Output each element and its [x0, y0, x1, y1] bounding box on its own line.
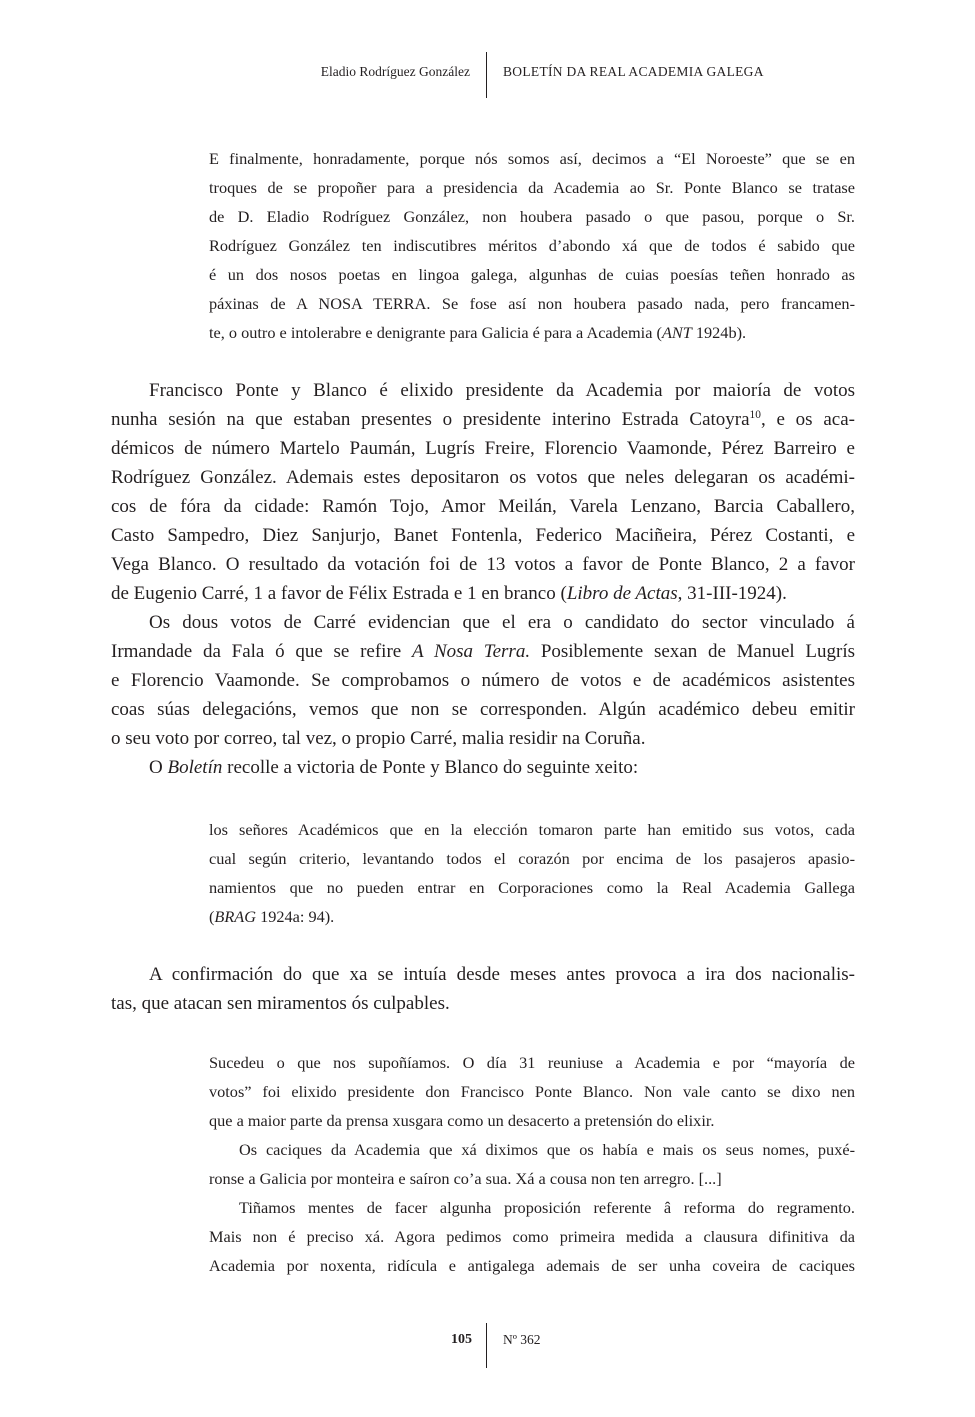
text-line: troques de se propoñer para a presidencia da Academia ao Sr. Ponte Blanco se tratase	[209, 178, 855, 197]
text-segment: 1924b).	[691, 323, 747, 342]
block-quote-3	[209, 1048, 855, 1280]
text-line: Os dous votos de Carré evidencian que el era o candidato do sector vinculado á	[149, 612, 855, 633]
text-segment: recolle a victoria de Ponte y Blanco do seguinte xeito:	[222, 757, 639, 778]
body-text-2	[111, 960, 855, 1018]
text-line: los señores Académicos que en la elección tomaron parte han emitido sus votos, cada	[209, 820, 855, 839]
text-line	[209, 318, 855, 347]
text-segment: Posiblemente sexan de Manuel Lugrís	[530, 641, 856, 662]
footnote-ref: 10	[749, 409, 761, 422]
text-line: namientos que no pueden entrar en Corporaciones como la Real Academia Gallega	[209, 878, 855, 897]
text-line: cual según criterio, levantando todos el corazón por encima de los pasajeros apasio-	[209, 849, 855, 868]
text-line: Mais non é preciso xá. Agora pedimos como primeira medida a clausura difinitiva da	[209, 1227, 855, 1246]
italic-text: A Nosa Terra.	[411, 641, 531, 662]
page-number: 105	[451, 1332, 472, 1347]
italic-text: Libro de Actas	[566, 583, 678, 604]
text-line: coas súas delegacións, vemos que non se corresponden. Algún académico debeu emitir	[111, 699, 855, 720]
block-quote-1	[209, 144, 855, 347]
text-line: A confirmación do que xa se intuía desde meses antes provoca a ira dos nacionalis-	[149, 964, 855, 985]
text-line: Academia por noxenta, ridícula e antigalega ademais de ser unha coveira de caciques	[209, 1256, 855, 1275]
text-line: tas, que atacan sen miramentos ós culpables.	[111, 993, 450, 1014]
text-line: ronse a Galicia por monteira e saíron co’a sua. Xá a cousa non ten arregro. [...]	[209, 1169, 722, 1188]
text-line: que a maior parte da prensa xusgara como un desacerto a pretensión do elixir.	[209, 1111, 715, 1130]
text-line: o seu voto por correo, tal vez, o propio Carré, malia residir na Coruña.	[111, 728, 646, 749]
paragraph	[111, 960, 855, 1018]
text-line: e Florencio Vaamonde. Se comprobamos o número de votos e de académicos asistentes	[111, 670, 855, 691]
text-line: páxinas de A NOSA TERRA. Se fose así non houbera pasado nada, pero francamen-	[209, 294, 855, 313]
paragraph	[209, 144, 855, 347]
text-line: votos” foi elixido presidente don Francisco Ponte Blanco. Non vale canto se dixo nen	[209, 1082, 855, 1101]
text-line: Casto Sampedro, Diez Sanjurjo, Banet Fontenla, Federico Maciñeira, Pérez Costanti, e	[111, 525, 855, 546]
text-line: démicos de número Martelo Paumán, Lugrís Freire, Florencio Vaamonde, Pérez Barreiro e	[111, 438, 855, 459]
running-header-author: Eladio Rodríguez González	[320, 64, 470, 79]
italic-text: BRAG	[214, 907, 257, 926]
text-line: Vega Blanco. O resultado da votación foi de 13 votos a favor de Ponte Blanco, 2 a favor	[111, 554, 855, 575]
paragraph	[209, 815, 855, 931]
paragraph	[209, 1048, 855, 1135]
paragraph	[111, 608, 855, 753]
text-segment: nunha sesión na que estaban presentes o presidente interino Estrada Catoyra	[111, 409, 750, 430]
text-segment: , e os aca-	[760, 409, 855, 430]
text-line	[111, 579, 855, 608]
header-divider	[486, 52, 487, 98]
text-segment: (	[209, 907, 215, 926]
text-line	[111, 753, 855, 782]
text-line: Tiñamos mentes de facer algunha proposición referente â reforma do regramento.	[239, 1198, 855, 1217]
body-text-1	[111, 376, 855, 782]
text-line: Rodríguez González ten indiscutibres méritos d’abondo xá que de todos é sabido que	[209, 236, 855, 255]
paragraph	[111, 376, 855, 608]
text-segment: Irmandade da Fala ó que se refire	[111, 641, 412, 662]
issue-number: Nº 362	[503, 1332, 541, 1347]
text-segment: , 31-III-1924).	[677, 583, 787, 604]
text-segment: te, o outro e intolerabre e denigrante para Galicia é para a Academia (	[209, 323, 662, 342]
running-header-journal: BOLETÍN DA REAL ACADEMIA GALEGA	[503, 64, 764, 79]
text-segment: 1924a: 94).	[256, 907, 335, 926]
text-line: Sucedeu o que nos supoñíamos. O día 31 reuniuse a Academia e por “mayoría de	[209, 1053, 855, 1072]
text-segment: de Eugenio Carré, 1 a favor de Félix Estrada e 1 en branco (	[111, 583, 567, 604]
italic-text: ANT	[661, 323, 692, 342]
text-line: Francisco Ponte y Blanco é elixido presidente da Academia por maioría de votos	[149, 380, 855, 401]
paragraph	[209, 1193, 855, 1280]
paragraph	[111, 753, 855, 782]
text-line	[111, 405, 855, 434]
paragraph	[209, 1135, 855, 1193]
text-line: é un dos nosos poetas en lingoa galega, algunhas de cuias poesías teñen honrado as	[209, 265, 855, 284]
text-line	[111, 637, 855, 666]
text-line: de D. Eladio Rodríguez González, non houbera pasado o que pasou, porque o Sr.	[209, 207, 855, 226]
footer-divider	[486, 1323, 487, 1368]
block-quote-2	[209, 815, 855, 931]
italic-text: Boletín	[167, 757, 223, 778]
text-line: Rodríguez González. Ademais estes depositaron os votos que neles delegaran os académi-	[111, 467, 855, 488]
text-line	[209, 902, 855, 931]
text-line: E finalmente, honradamente, porque nós somos así, decimos a “El Noroeste” que se en	[209, 149, 855, 168]
text-line: Os caciques da Academia que xá diximos que os había e mais os seus nomes, puxé-	[239, 1140, 855, 1159]
text-line: cos de fóra da cidade: Ramón Tojo, Amor Meilán, Varela Lenzano, Barcia Caballero,	[111, 496, 855, 517]
text-segment: O	[149, 757, 168, 778]
